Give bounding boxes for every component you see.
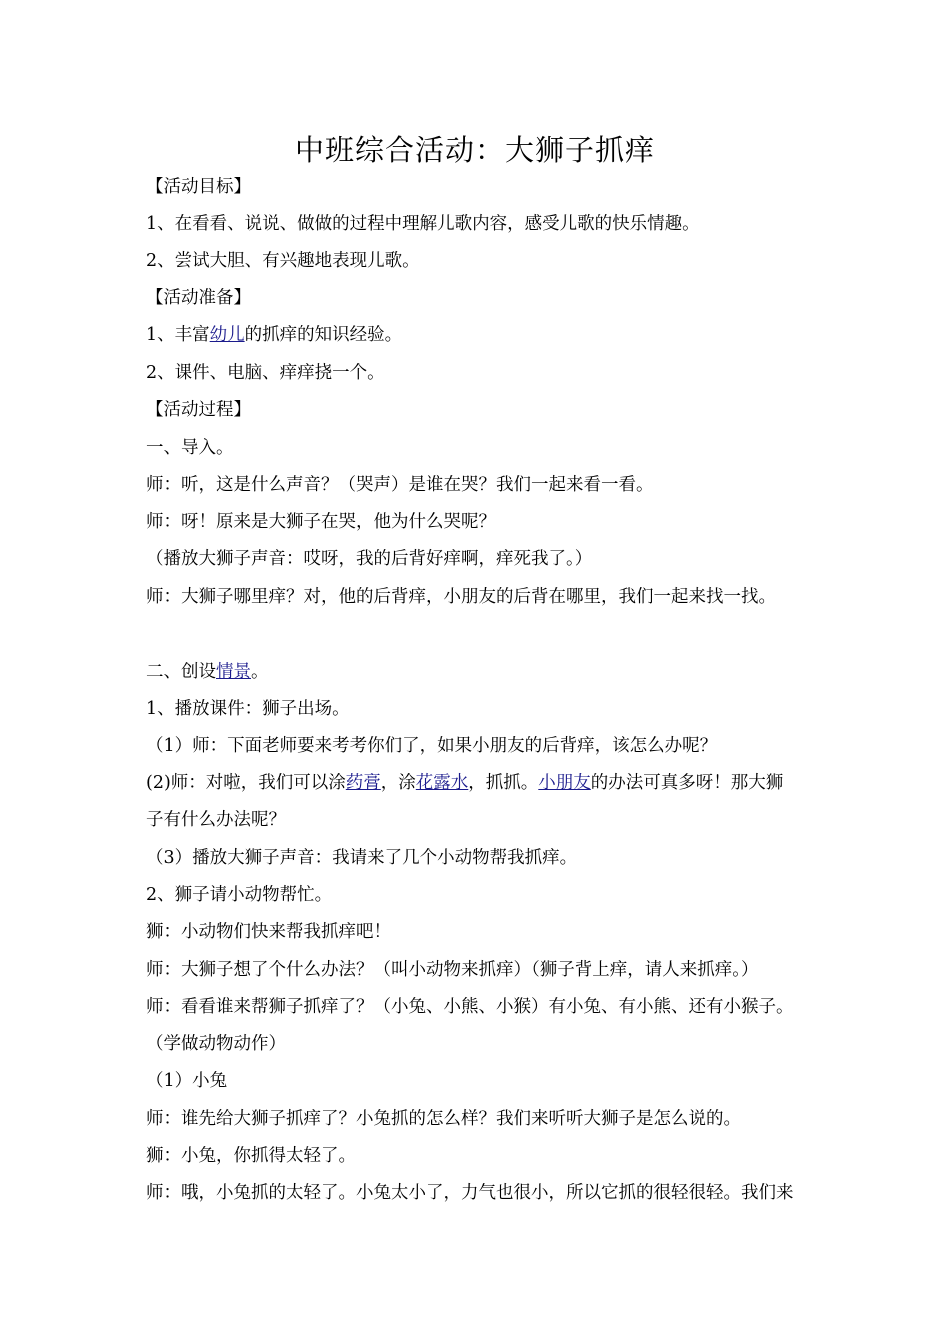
paragraph: 师：呀！原来是大狮子在哭，他为什么哭呢？ [146, 512, 496, 532]
link-hualushui[interactable]: 花露水 [415, 773, 469, 793]
paragraph: 1、播放课件：狮子出场。 [146, 699, 350, 719]
heading-activity-goals: 【活动目标】 [146, 177, 251, 197]
paragraph: 师：看看谁来帮狮子抓痒了？（小兔、小熊、小猴）有小兔、有小熊、还有小猴子。 [146, 997, 794, 1017]
link-qingjing[interactable]: 情景 [216, 662, 251, 682]
paragraph: 狮：小动物们快来帮我抓痒吧！ [146, 922, 391, 942]
paragraph: (2)师：对啦，我们可以涂药膏，涂花露水，抓抓。小朋友的办法可真多呀！那大狮 [146, 773, 784, 793]
paragraph: （播放大狮子声音：哎呀，我的后背好痒啊，痒死我了。） [146, 549, 593, 569]
link-xiaopengyou[interactable]: 小朋友 [538, 773, 591, 793]
paragraph: 狮：小兔，你抓得太轻了。 [146, 1146, 356, 1166]
paragraph: 1、在看看、说说、做做的过程中理解儿歌内容，感受儿歌的快乐情趣。 [146, 214, 700, 234]
page-title: 中班综合活动：大狮子抓痒 [294, 133, 655, 167]
paragraph: 师：听，这是什么声音？（哭声）是谁在哭？我们一起来看一看。 [146, 475, 654, 495]
paragraph: 师：谁先给大狮子抓痒了？小兔抓的怎么样？我们来听听大狮子是怎么说的。 [146, 1109, 741, 1129]
link-yaogao[interactable]: 药膏 [345, 773, 381, 793]
paragraph: 2、课件、电脑、痒痒挠一个。 [146, 363, 385, 383]
heading-activity-process: 【活动过程】 [146, 400, 251, 420]
paragraph: 2、尝试大胆、有兴趣地表现儿歌。 [146, 251, 420, 271]
heading-activity-preparation: 【活动准备】 [146, 288, 251, 308]
paragraph: 师：哦，小兔抓的太轻了。小兔太小了，力气也很小，所以它抓的很轻很轻。我们来 [146, 1183, 794, 1203]
paragraph: 1、丰富幼儿的抓痒的知识经验。 [146, 325, 403, 345]
paragraph: （1）师：下面老师要来考考你们了，如果小朋友的后背痒，该怎么办呢？ [146, 736, 718, 756]
paragraph: （3）播放大狮子声音：我请来了几个小动物帮我抓痒。 [146, 848, 578, 868]
paragraph: （1）小兔 [146, 1071, 228, 1091]
paragraph: 二、创设情景。 [146, 662, 269, 682]
paragraph: 一、导入。 [146, 438, 234, 458]
paragraph: 子有什么办法呢？ [146, 810, 286, 830]
paragraph: （学做动物动作） [146, 1034, 286, 1054]
paragraph: 师：大狮子哪里痒？对，他的后背痒，小朋友的后背在哪里，我们一起来找一找。 [146, 587, 776, 607]
paragraph: 师：大狮子想了个什么办法？（叫小动物来抓痒）（狮子背上痒，请人来抓痒。） [146, 960, 759, 980]
paragraph: 2、狮子请小动物帮忙。 [146, 885, 333, 905]
link-youer[interactable]: 幼儿 [209, 325, 245, 345]
